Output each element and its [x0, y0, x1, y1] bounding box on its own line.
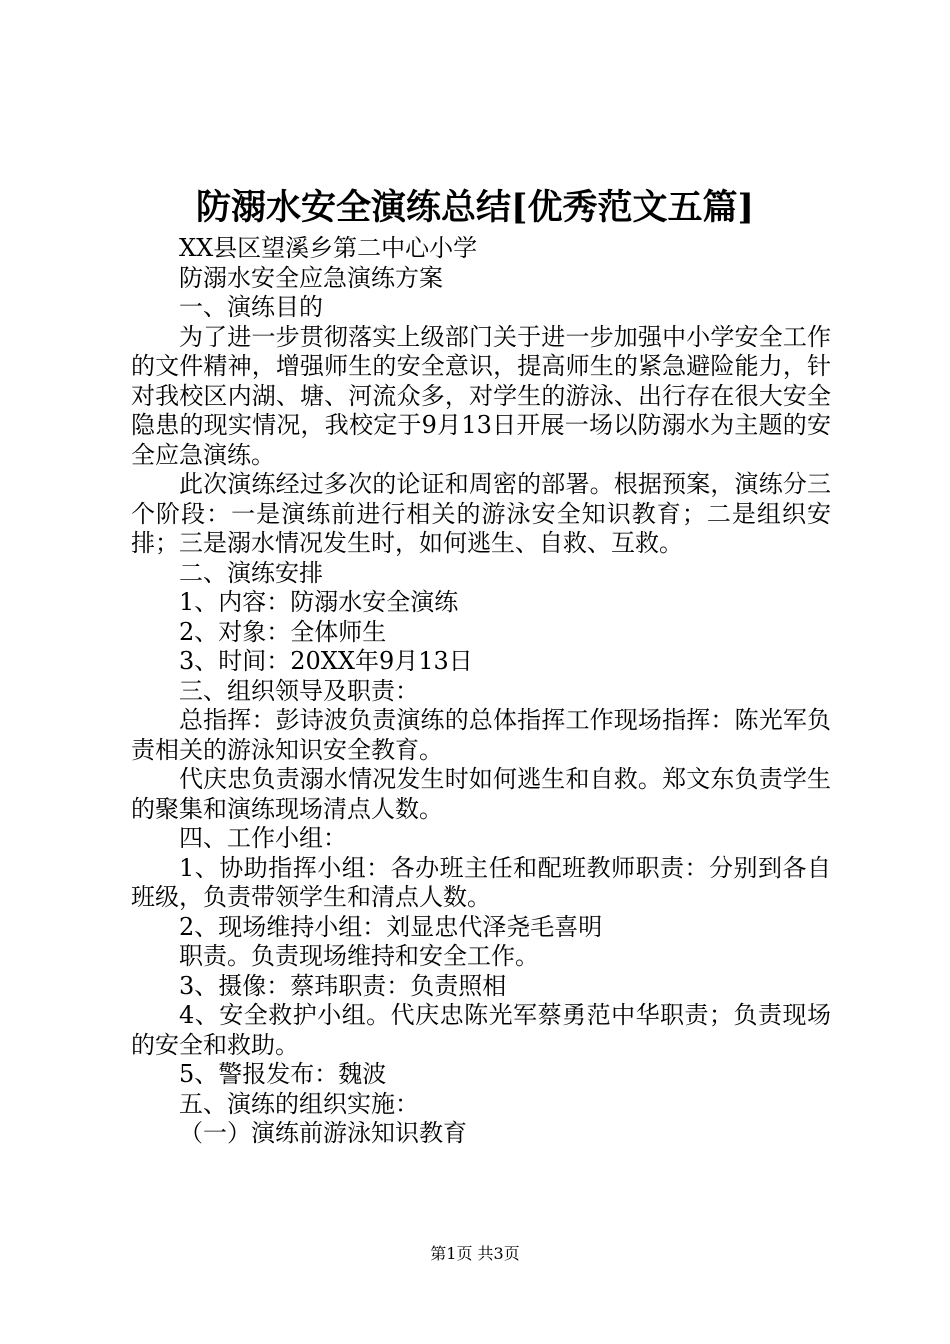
section-heading: 四、工作小组： [179, 824, 347, 852]
document-body [131, 234, 831, 1149]
document-title: 防溺水安全演练总结[优秀范文五篇] [195, 187, 755, 228]
list-item: 4、安全救护小组。代庆忠陈光军蔡勇范中华职责；负责现场的安全和救助。 [131, 1001, 831, 1059]
paragraph: 总指挥：彭诗波负责演练的总体指挥工作现场指挥：陈光军负责相关的游泳知识安全教育。 [131, 706, 831, 764]
paragraph: 代庆忠负责溺水情况发生时如何逃生和自救。郑文东负责学生的聚集和演练现场清点人数。 [131, 765, 831, 823]
list-item: 5、警报发布：魏波 [179, 1060, 387, 1088]
list-item: 3、摄像：蔡玮职责：负责照相 [179, 971, 507, 1000]
list-item: 3、时间：20XX年9月13日 [179, 647, 473, 675]
section-heading: 一、演练目的 [179, 293, 323, 321]
subsection-heading: （一）演练前游泳知识教育 [179, 1119, 467, 1147]
paragraph: 此次演练经过多次的论证和周密的部署。根据预案，演练分三个阶段：一是演练前进行相关的游泳安全知识教育；二是组织安排；三是溺水情况发生时，如何逃生、自救、互救。 [131, 470, 831, 557]
list-item: 1、内容：防溺水安全演练 [179, 588, 459, 616]
list-item: 1、协助指挥小组：各办班主任和配班教师职责：分别到各自班级，负责带领学生和清点人数。 [131, 853, 831, 911]
page-footer: 第1页 共3页 [430, 1244, 520, 1263]
list-item: 2、现场维持小组：刘显忠代泽尧毛喜明 [179, 912, 603, 941]
section-heading: 二、演练安排 [179, 558, 323, 587]
list-item: 2、对象：全体师生 [179, 617, 387, 646]
section-heading: 三、组织领导及职责： [179, 676, 419, 705]
paragraph: XX县区望溪乡第二中心小学 [179, 234, 478, 262]
section-heading: 五、演练的组织实施： [179, 1089, 419, 1118]
paragraph: 为了进一步贯彻落实上级部门关于进一步加强中小学安全工作的文件精神，增强师生的安全意识，提高师生的紧急避险能力，针对我校区内湖、塘、河流众多，对学生的游泳、出行存在很大安全隐患的现实情况，我校定于9月13日开展一场以防溺水为主题的安全应急演练。 [131, 322, 831, 469]
paragraph: 防溺水安全应急演练方案 [179, 263, 443, 292]
paragraph: 职责。负责现场维持和安全工作。 [179, 942, 539, 970]
